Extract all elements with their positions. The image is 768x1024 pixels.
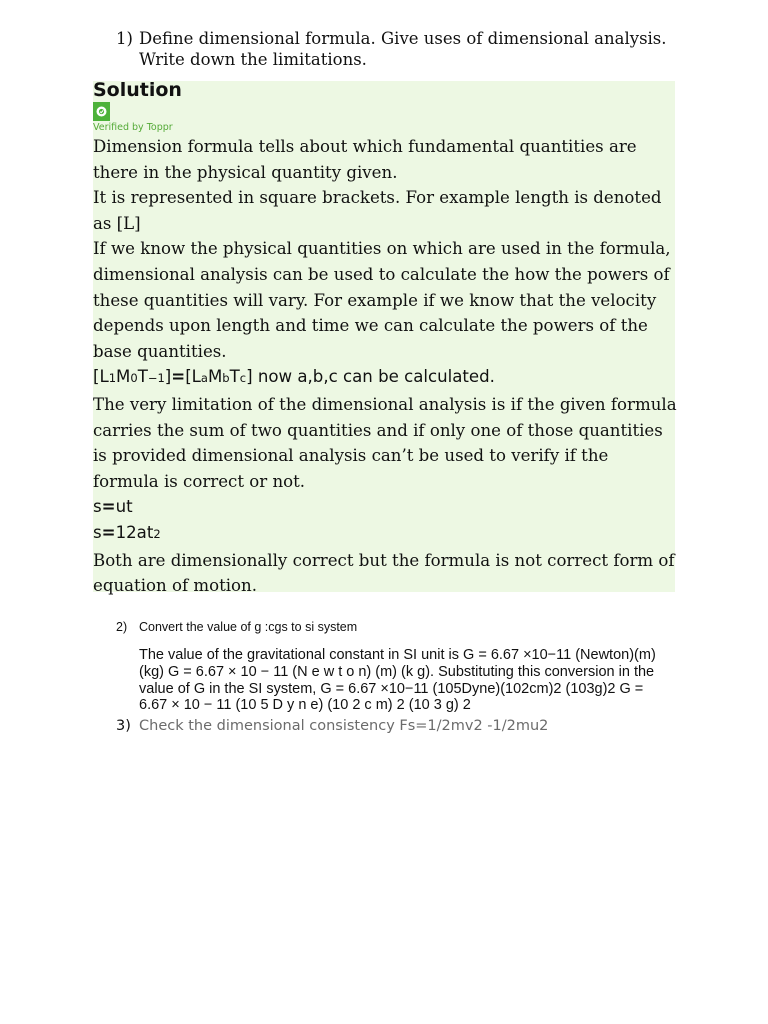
equation-1-lhs: s bbox=[93, 497, 102, 517]
formula-part-exp-minus-1: −1 bbox=[147, 371, 165, 386]
question-1-text: Define dimensional formula. Give uses of dimensional analysis. Write down the limitations. bbox=[139, 29, 667, 69]
formula-part-exp-1: 1 bbox=[108, 371, 117, 386]
formula-part-exp-c: c bbox=[239, 371, 247, 386]
formula-part-exp-b: b bbox=[222, 371, 230, 386]
equation-s-12at2 bbox=[93, 520, 677, 548]
equation-1-rhs: ut bbox=[115, 497, 133, 517]
formula-suffix: now a,b,c can be calculated. bbox=[252, 367, 495, 387]
dimensional-formula-line bbox=[93, 364, 677, 392]
question-3-text: Check the dimensional consistency Fs=1/2mv2 -1/2mu2 bbox=[139, 718, 549, 734]
question-2 bbox=[116, 619, 676, 635]
question-1-number: 1) bbox=[116, 29, 133, 48]
formula-part-m: M bbox=[116, 367, 131, 387]
formula-part-exp-0: 0 bbox=[130, 371, 138, 386]
question-3 bbox=[116, 716, 676, 736]
solution-paragraph-1: Dimension formula tells about which fundamental quantities are there in the physical quantity given. bbox=[93, 137, 637, 182]
question-2-number: 2) bbox=[116, 620, 128, 634]
question-2-text: Convert the value of g :cgs to si system bbox=[139, 620, 358, 634]
solution-paragraph-3: If we know the physical quantities on which are used in the formula, dimensional analysis can be used to calculate the how the powers of these quantities will vary. For example if we know that the velocity depends upon length and time we can calculate the powers of the base quantities. bbox=[93, 239, 671, 361]
formula-part-close-2: ] bbox=[246, 367, 253, 387]
solution-paragraph-2: It is represented in square brackets. For example length is denoted as [L] bbox=[93, 188, 662, 233]
equation-2-lhs: s bbox=[93, 522, 102, 542]
equation-2-exponent: 2 bbox=[153, 526, 161, 541]
formula-part-l-2: [L bbox=[185, 367, 201, 387]
formula-part-close: ] bbox=[164, 367, 172, 387]
formula-part-exp-a: a bbox=[200, 371, 208, 386]
question-1 bbox=[116, 28, 676, 70]
solution-body bbox=[93, 134, 677, 599]
formula-part-equals: = bbox=[171, 367, 186, 387]
verified-label: Verified by Toppr bbox=[93, 122, 173, 133]
solution-title: Solution bbox=[93, 79, 182, 101]
formula-part-t-2: T bbox=[229, 367, 240, 387]
question-2-answer: The value of the gravitational constant in SI unit is G = 6.67 ×10−11 (Newton)(m) (kg) G = 6.67 × 10 − 11 (N e w t o n) (m) (k g). Substituting this conversion in the value of G in the SI system, G = 6.67 ×10−11 (105Dyne)(102cm)2 (103g)2 G = 6.67 × 10 − 11 (10 5 D y n e) (10 2 c m) 2 (10 3 g) 2 bbox=[139, 647, 656, 714]
equation-2-equals: = bbox=[101, 522, 116, 542]
equation-s-ut bbox=[93, 494, 677, 520]
solution-box bbox=[93, 79, 677, 596]
solution-conclusion: Both are dimensionally correct but the formula is not correct form of equation of motion. bbox=[93, 550, 675, 596]
formula-part-l: [L bbox=[93, 367, 109, 387]
formula-part-t: T bbox=[137, 367, 148, 387]
toppr-verified-icon bbox=[93, 102, 110, 121]
question-3-number: 3) bbox=[116, 718, 131, 734]
solution-limitation: The very limitation of the dimensional analysis is if the given formula carries the sum of two quantities and if only one of those quantities is provided dimensional analysis can’t be used to verify if the formula is correct or not. bbox=[93, 394, 677, 491]
formula-part-m-2: M bbox=[207, 367, 223, 387]
equation-1-equals: = bbox=[101, 497, 116, 517]
equation-2-rhs: 12at bbox=[115, 522, 154, 542]
